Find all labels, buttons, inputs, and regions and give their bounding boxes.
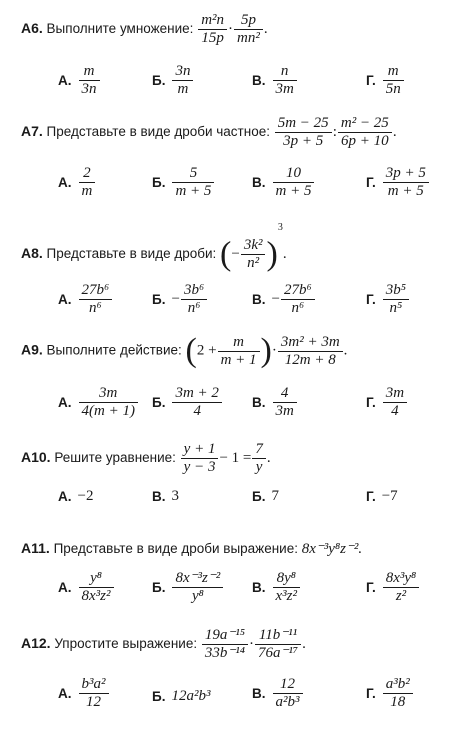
left-paren: ( <box>220 235 232 273</box>
answer-option[interactable]: Г. −7 <box>366 488 398 505</box>
fraction: $\frac{m}{m + 1}$ <box>218 334 260 369</box>
fraction: $\frac{7}{y}$ <box>252 441 266 476</box>
answer-option[interactable]: В. $\frac{10}{m + 5}$ <box>252 165 315 200</box>
question-text: Выполните действие: <box>46 342 182 358</box>
exponent: 3 <box>277 222 283 233</box>
question-a11 <box>21 539 362 558</box>
question-label: A11. <box>21 540 50 556</box>
question-a9: A9. Выполните действие: (2 + $\frac{m}{m + 1}$ )· $\frac{\text{3m² + 3m}}{12m + 8}$ . <box>21 332 348 369</box>
answer-option[interactable]: А. $\frac{\text{y⁸}}{\text{8x³z²}}$ <box>58 570 115 605</box>
question-label: A8. <box>21 245 43 261</box>
question-text: Выполните умножение: <box>46 20 194 36</box>
fraction: $\frac{\text{19a⁻¹⁵}}{\text{33b⁻¹⁴}}$ <box>202 627 248 662</box>
question-text: Представьте в виде дроби выражение: <box>53 541 298 556</box>
fraction: $\frac{\text{3m² + 3m}}{12m + 8}$ <box>278 334 343 369</box>
question-a6: A6. Выполните умножение: $\frac{\text{m²n}}{15p}$ · $\frac{5p}{\text{mn²}}$ . <box>21 12 268 46</box>
answer-option[interactable]: В. $\frac{12}{\text{a²b³}}$ <box>252 676 304 711</box>
answer-option[interactable]: В. $\frac{4}{3m}$ <box>252 385 298 420</box>
answer-option[interactable]: Б. $\frac{5}{m + 5}$ <box>152 165 215 200</box>
question-label: A10. <box>21 448 51 465</box>
answer-option[interactable]: А. $\frac{3m}{4(m + 1)}$ <box>58 385 139 420</box>
answer-option[interactable]: Б. 12a²b³ <box>152 688 211 705</box>
fraction: $\frac{\text{m²n}}{15p}$ <box>198 12 227 47</box>
answer-option[interactable]: А. $\frac{\text{b³a²}}{12}$ <box>58 676 110 711</box>
question-text: Представьте в виде дроби: <box>46 246 217 261</box>
question-a7: A7. Представьте в виде дроби частное: $\frac{5m - 25}{3p + 5}$ : $\frac{\text{m² − 25}}{6p + 10}$ . <box>21 115 397 149</box>
expression: 8x⁻³y⁸z⁻². <box>301 541 363 557</box>
answer-option[interactable]: Г. $\frac{\text{a³b²}}{18}$ <box>366 676 414 711</box>
answer-option[interactable]: Б. − $\frac{\text{3b⁶}}{\text{n⁶}}$ <box>152 282 208 317</box>
answer-option[interactable]: В. $\frac{\text{8y⁸}}{\text{x³z²}}$ <box>252 570 301 605</box>
answer-option[interactable]: А. −2 <box>58 488 94 505</box>
answer-option[interactable]: Г. $\frac{\text{3b⁵}}{\text{n⁵}}$ <box>366 282 410 317</box>
question-label: A9. <box>21 341 43 358</box>
answer-option[interactable]: В. − $\frac{\text{27b⁶}}{\text{n⁶}}$ <box>252 282 316 317</box>
question-a8: A8. Представьте в виде дроби: (− $\frac{\text{3k²}}{\text{n²}}$ )$^3$. <box>21 222 287 273</box>
answer-option[interactable]: В. $\frac{n}{3m}$ <box>252 63 298 98</box>
right-paren: ) <box>260 332 272 369</box>
fraction: $\frac{5p}{\text{mn²}}$ <box>234 12 263 47</box>
question-text: Решите уравнение: <box>54 449 176 465</box>
answer-option[interactable]: Г. $\frac{3p + 5}{m + 5}$ <box>366 165 430 200</box>
answer-option[interactable]: Г. $\frac{m}{5n}$ <box>366 63 405 98</box>
answer-option[interactable]: Г. $\frac{3m}{4}$ <box>366 385 408 420</box>
question-a10: A10. Решите уравнение: $\frac{y + 1}{y - 3}$ − 1 = $\frac{7}{y}$ . <box>21 441 271 475</box>
question-label: A12. <box>21 634 51 651</box>
question-text: Упростите выражение: <box>54 635 198 651</box>
question-text: Представьте в виде дроби частное: <box>46 123 270 139</box>
fraction: $\frac{\text{11b⁻¹¹}}{\text{76a⁻¹⁷}}$ <box>255 627 301 662</box>
fraction: $\frac{\text{3k²}}{\text{n²}}$ <box>241 237 266 272</box>
answer-option[interactable]: А. $\frac{\text{27b⁶}}{\text{n⁶}}$ <box>58 282 113 317</box>
fraction: $\frac{\text{m² − 25}}{6p + 10}$ <box>338 115 392 150</box>
question-label: A7. <box>21 122 43 139</box>
right-paren: ) <box>266 235 278 273</box>
answer-option[interactable]: Б. 7 <box>252 488 279 505</box>
answer-option[interactable]: В. 3 <box>152 488 179 505</box>
answer-option[interactable]: А. $\frac{2}{m}$ <box>58 165 96 200</box>
answer-option[interactable]: Б. $\frac{3n}{m}$ <box>152 63 194 98</box>
answer-option[interactable]: Б. $\frac{\text{8x⁻³z⁻²}}{\text{y⁸}}$ <box>152 570 224 605</box>
question-label: A6. <box>21 19 43 36</box>
left-paren: ( <box>185 332 197 369</box>
question-a12: A12. Упростите выражение: $\frac{\text{19a⁻¹⁵}}{\text{33b⁻¹⁴}}$ · $\frac{\text{11b⁻¹¹}}{\text{76a⁻¹⁷}}$ . <box>21 627 306 661</box>
answer-option[interactable]: Г. $\frac{\text{8x³y⁸}}{\text{z²}}$ <box>366 570 420 605</box>
answer-option[interactable]: Б. $\frac{3m + 2}{4}$ <box>152 385 223 420</box>
fraction: $\frac{y + 1}{y - 3}$ <box>181 441 219 476</box>
fraction: $\frac{5m - 25}{3p + 5}$ <box>275 115 332 150</box>
answer-option[interactable]: А. $\frac{m}{3n}$ <box>58 63 101 98</box>
